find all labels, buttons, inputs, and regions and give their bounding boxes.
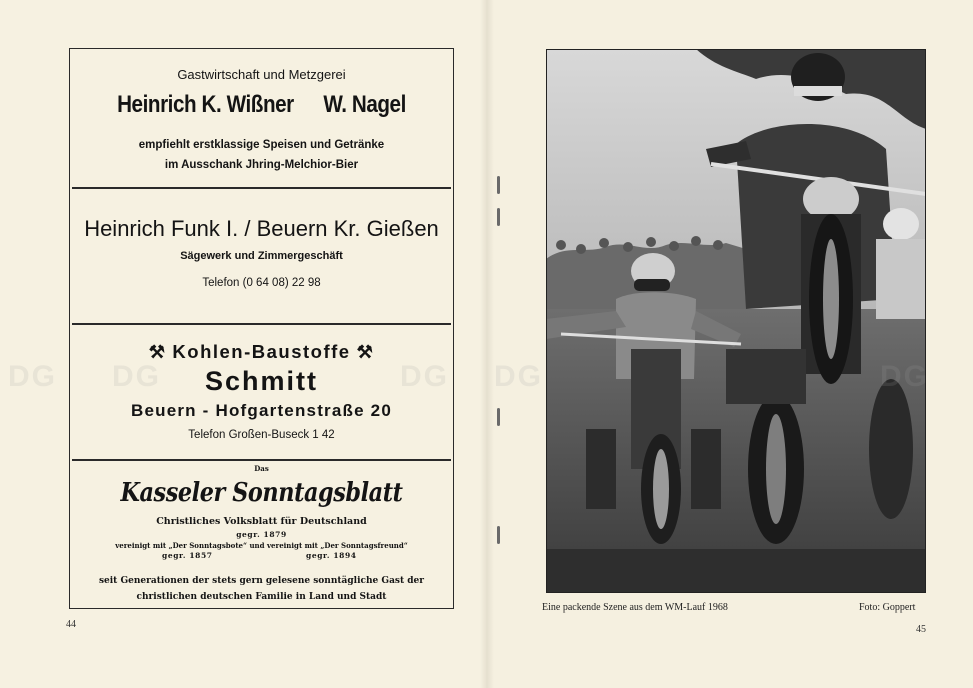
- ad-schmitt: [70, 324, 453, 459]
- hammer-pick-icon: ⚒: [356, 342, 375, 362]
- ad-tagline: Sägewerk und Zimmergeschäft: [180, 250, 343, 262]
- ad-phone: Telefon Großen-Buseck 1 42: [188, 429, 335, 441]
- book-gutter: [480, 0, 494, 688]
- ad-founded-left: gegr. 1857: [162, 551, 213, 560]
- ad-founded-right: gegr. 1894: [306, 551, 357, 560]
- page-number-left: 44: [66, 619, 76, 630]
- ad-footer-line-1: seit Generationen der stets gern gelesene sonntägliche Gast der: [98, 576, 425, 586]
- ad-business-name: Schmitt: [204, 366, 318, 396]
- ad-founded: gegr. 1879: [236, 530, 287, 539]
- ad-article: Das: [254, 464, 269, 473]
- page-number-right: 45: [916, 624, 926, 635]
- ad-heading-text: Kohlen-Baustoffe: [172, 341, 351, 362]
- binding-mark: [497, 176, 500, 194]
- ad-address: Beuern - Hofgartenstraße 20: [130, 401, 392, 420]
- ad-wissner-nagel: [70, 49, 453, 187]
- advertisement-box: [69, 48, 454, 609]
- binding-mark: [497, 208, 500, 226]
- ad-phone: Telefon (0 64 08) 22 98: [202, 277, 321, 289]
- hammer-pick-icon: ⚒: [148, 342, 167, 362]
- ad-tagline: empfiehlt erstklassige Speisen und Getränke: [138, 139, 385, 151]
- ad-sonntagsblatt: [70, 460, 453, 609]
- ad-business-name: Heinrich Funk I. / Beuern Kr. Gießen: [84, 216, 439, 241]
- binding-mark: [497, 408, 500, 426]
- name-nagel: W. Nagel: [323, 91, 406, 118]
- ad-heading: [70, 341, 453, 363]
- ad-merge-note: vereinigt mit „Der Sonntagsbote“ und vereinigt mit „Der Sonntagsfreund“: [115, 541, 408, 550]
- left-page: [0, 0, 486, 688]
- ad-heading: Gastwirtschaft und Metzgerei: [177, 67, 346, 82]
- ad-funk: [70, 188, 453, 323]
- ad-business-name: Kasseler Sonntagsblatt: [120, 478, 403, 508]
- photo-credit: Foto: Goppert: [859, 602, 916, 613]
- motocross-photo: [546, 49, 926, 593]
- binding-mark: [497, 526, 500, 544]
- ad-tagline-2: im Ausschank Jhring-Melchior-Bier: [164, 159, 359, 171]
- name-wissner: Heinrich K. Wißner: [117, 91, 294, 118]
- ad-subtitle: Christliches Volksblatt für Deutschland: [156, 516, 367, 527]
- ad-footer-line-2: christlichen deutschen Familie in Land und Stadt: [136, 592, 387, 602]
- ad-business-name: [97, 91, 426, 119]
- photo-caption: Eine packende Szene aus dem WM-Lauf 1968: [542, 602, 728, 613]
